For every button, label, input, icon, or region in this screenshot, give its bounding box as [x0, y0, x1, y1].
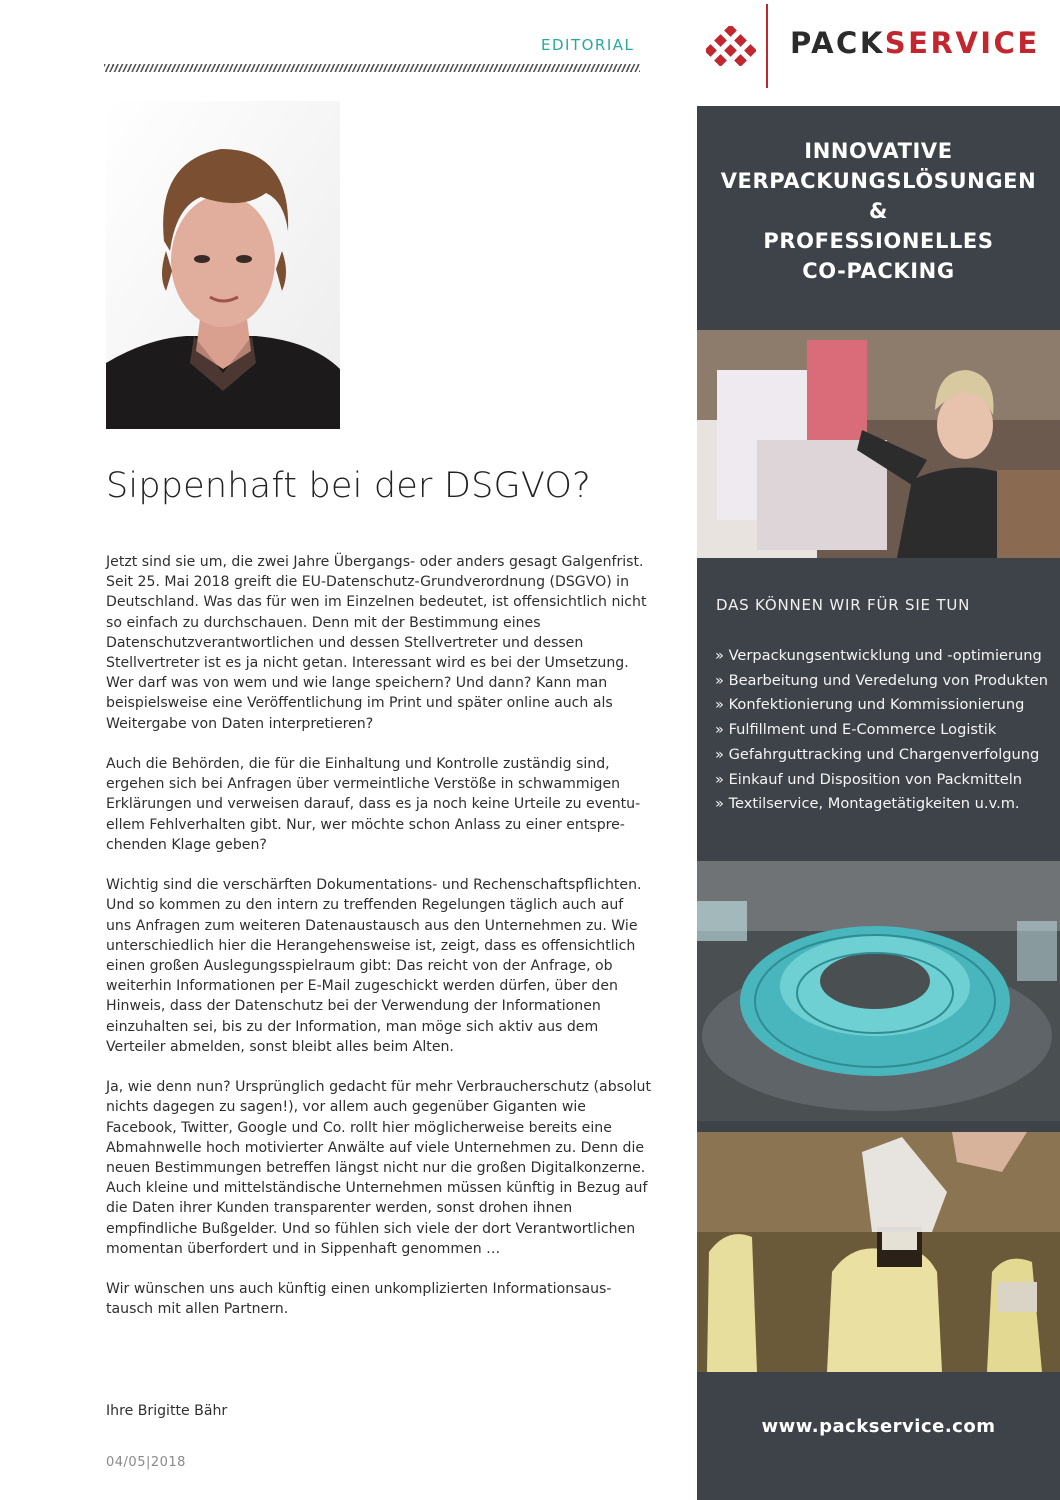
hatched-divider: [104, 64, 640, 72]
service-item: » Einkauf und Disposition von Packmitteln: [715, 770, 1023, 788]
service-item: » Bearbeitung und Veredelung von Produkten: [715, 671, 1049, 689]
logo-divider: [766, 4, 768, 88]
logo-wordmark: [790, 26, 1040, 60]
article-paragraph: Ja, wie denn nun? Ursprünglich gedacht für mehr Verbraucherschutz (absolut nichts dagegen zu sagen!), vor allem auch gegenüber Giganten wie Facebook, Twitter, Google und Co. rollt hier möglicherweise bereits eine Abmahnwelle hoch motivierter Anwälte auf viele Unternehmen zu. Denn die neuen Bestimmungen betreffen längst nicht nur die großen Digitalkonzerne. Auch kleine und mittelständische Unternehmen müssen künftig in Bezug auf die Daten ihrer Kunden transparenter werden, sonst drohen ihnen empfindliche Bußgelder. Und so fühlen sich viele der dort Verantwortlichen momentan überfordert und in Sippenhaft genommen …: [106, 1079, 651, 1257]
article-headline: Sippenhaft bei der DSGVO?: [106, 466, 591, 506]
service-item: » Fulfillment und E-Commerce Logistik: [715, 721, 997, 739]
worker-photo: [697, 330, 1060, 558]
packservice-ad-panel: [697, 106, 1060, 1500]
ad-heading-line: VERPACKUNGSLÖSUNGEN: [720, 169, 1037, 193]
article-body: [106, 552, 651, 1340]
article-paragraph: Wir wünschen uns auch künftig einen unkomplizierten Informationsaustausch mit allen Partnern.: [106, 1281, 612, 1318]
website-link[interactable]: www.packservice.com: [761, 1416, 996, 1437]
author-signature: Ihre Brigitte Bähr: [106, 1403, 228, 1419]
services-title: DAS KÖNNEN WIR FÜR SIE TUN: [716, 596, 971, 614]
article-paragraph: Auch die Behörden, die für die Einhaltung und Kontrolle zuständig sind, ergehen sich bei Anfragen über vermeintliche Verstöße in schwammigen Erklärungen und verweisen darauf, dass es ja noch keine Urteile zu eventuellem Fehlverhalten gibt. Nur, wer möchte schon Anlass zu einer entsprechenden Klage geben?: [106, 756, 641, 853]
tube-packaging-photo: [697, 861, 1060, 1121]
logo-wordmark-pack: PACK: [790, 26, 885, 60]
author-portrait: [106, 101, 340, 429]
ad-heading-line: CO-PACKING: [802, 259, 955, 283]
ad-heading-line: PROFESSIONELLES: [763, 229, 994, 253]
logo-wordmark-service: SERVICE: [884, 26, 1040, 60]
service-item: » Gefahrguttracking und Chargenverfolgung: [715, 745, 1040, 763]
section-label: EDITORIAL: [541, 36, 635, 54]
packservice-logo[interactable]: [700, 4, 1060, 88]
ad-heading-line: INNOVATIVE: [804, 139, 953, 163]
diamond-grid-icon: [706, 26, 756, 66]
ad-heading-line: &: [869, 199, 888, 223]
ad-heading: [697, 136, 1060, 286]
services-list: [715, 644, 1048, 817]
article-paragraph: Jetzt sind sie um, die zwei Jahre Übergangs- oder anders gesagt Galgenfrist. Seit 25. Mai 2018 greift die EU-Datenschutz-Grundverordnung (DSGVO) in Deutschland. Was das für wen im Einzelnen bedeutet, ist offensichtlich nicht so einfach zu durchschauen. Denn mit der Bestimmung eines Datenschutzverantwortlichen und dessen Stellvertreter und dessen Stellvertreter ist es ja nicht getan. Interessant wird es bei der Umsetzung. Wer darf was von wem und wie lange speichern? Und dann? Kann man beispielsweise eine Veröffentlichung im Print und später online auch als Weitergabe von Daten interpretieren?: [106, 554, 647, 732]
service-item: » Konfektionierung und Kommissionierung: [715, 696, 1025, 714]
service-item: » Textilservice, Montagetätigkeiten u.v.m.: [715, 795, 1020, 813]
issue-date: 04/05|2018: [106, 1455, 186, 1470]
service-item: » Verpackungsentwicklung und -optimierung: [715, 647, 1042, 664]
article-paragraph: Wichtig sind die verschärften Dokumentations- und Rechenschaftspflichten. Und so kommen zu den intern zu treffenden Regelungen täglich auch auf uns Anfragen zum weiteren Datenaustausch aus den Unternehmen zu. Wie unterschiedlich hier die Herangehensweise ist, zeigt, dass es offensichtlich einen großen Auslegungsspielraum gibt: Das reicht von der Anfrage, ob weiterhin Informationen per E-Mail zugeschickt werden dürfen, über den Hinweis, dass der Datenschutz bei der Verwendung der Informationen einzuhalten sei, bis zu der Information, man möge sich aktiv aus dem Verteiler abmelden, sonst bleibt alles beim Alten.: [106, 877, 642, 1055]
bottle-packaging-photo: [697, 1132, 1060, 1372]
